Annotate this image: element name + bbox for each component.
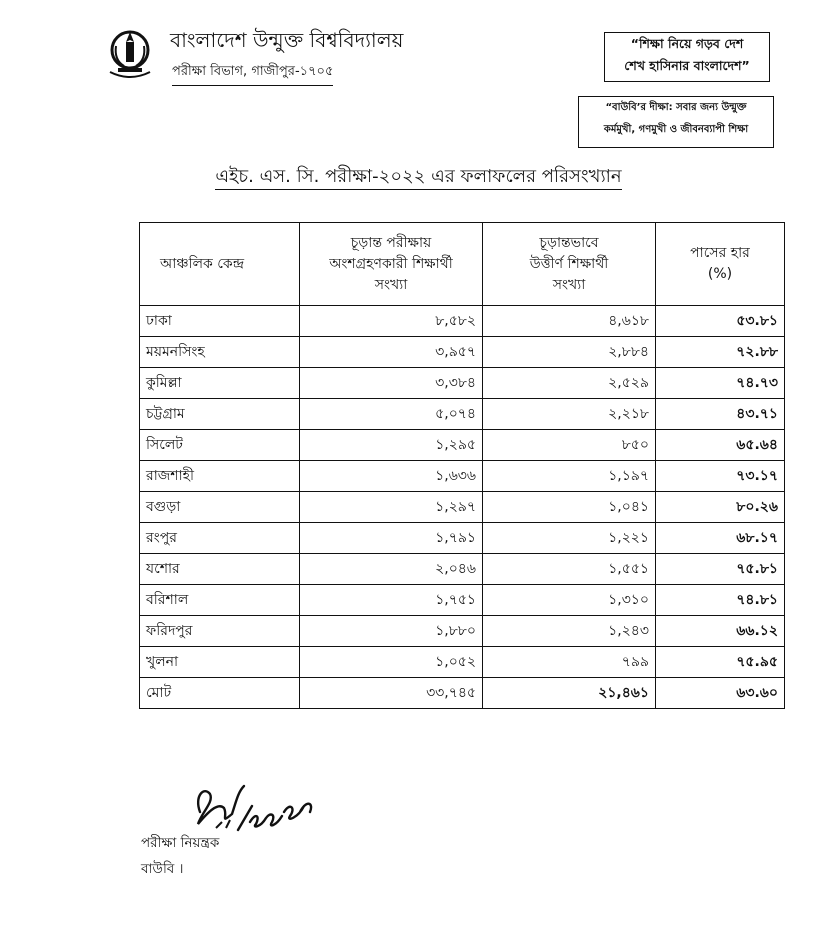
cell-total-examinees: ৩৩,৭৪৫ bbox=[300, 678, 483, 709]
cell-pass-rate: ৭৪.৭৩ bbox=[656, 368, 785, 399]
cell-examinees: ১,২৯৭ bbox=[300, 492, 483, 523]
cell-region: কুমিল্লা bbox=[140, 368, 300, 399]
motto-line-1: “শিক্ষা নিয়ে গড়ব দেশ bbox=[630, 36, 744, 51]
cell-examinees: ১,০৫২ bbox=[300, 647, 483, 678]
table-row bbox=[140, 492, 785, 523]
cell-examinees: ১,৮৮০ bbox=[300, 616, 483, 647]
cell-examinees: ৩,৩৮৪ bbox=[300, 368, 483, 399]
cell-region: চট্টগ্রাম bbox=[140, 399, 300, 430]
table-header-row bbox=[140, 223, 785, 306]
table-row bbox=[140, 337, 785, 368]
header-passed bbox=[483, 223, 656, 306]
motto-line-1: “বাউবি’র দীক্ষা: সবার জন্য উন্মুক্ত bbox=[605, 102, 747, 113]
cell-passed: ২,২১৮ bbox=[483, 399, 656, 430]
cell-pass-rate: ৭৫.৮১ bbox=[656, 554, 785, 585]
table-row bbox=[140, 430, 785, 461]
table-row bbox=[140, 368, 785, 399]
header-examinees bbox=[300, 223, 483, 306]
header-region: আঞ্চলিক কেন্দ্র bbox=[140, 223, 300, 306]
cell-region: যশোর bbox=[140, 554, 300, 585]
cell-passed: ৮৫০ bbox=[483, 430, 656, 461]
motto-line-2: কর্মমুখী, গণমুখী ও জীবনব্যাপী শিক্ষা bbox=[603, 124, 749, 135]
cell-passed: ১,৩১০ bbox=[483, 585, 656, 616]
cell-pass-rate: ৭৩.১৭ bbox=[656, 461, 785, 492]
cell-pass-rate: ৭৪.৮১ bbox=[656, 585, 785, 616]
cell-examinees: ১,৭৯১ bbox=[300, 523, 483, 554]
cell-passed: ৪,৬১৮ bbox=[483, 306, 656, 337]
table-row bbox=[140, 585, 785, 616]
header-pass-rate bbox=[656, 223, 785, 306]
signatory-title: পরীক্ষা নিয়ন্ত্রক bbox=[141, 835, 220, 851]
cell-pass-rate: ৮০.২৬ bbox=[656, 492, 785, 523]
table-row bbox=[140, 554, 785, 585]
document-title bbox=[0, 162, 837, 193]
cell-examinees: ২,০৪৬ bbox=[300, 554, 483, 585]
university-name: বাংলাদেশ উন্মুক্ত বিশ্ববিদ্যালয় bbox=[170, 28, 404, 52]
cell-passed: ১,১৯৭ bbox=[483, 461, 656, 492]
cell-pass-rate: ৬৬.১২ bbox=[656, 616, 785, 647]
table-total-row bbox=[140, 678, 785, 709]
cell-region: ঢাকা bbox=[140, 306, 300, 337]
cell-passed: ১,২৪৩ bbox=[483, 616, 656, 647]
header-pass-rate-line: (%) bbox=[707, 266, 733, 282]
cell-region: বগুড়া bbox=[140, 492, 300, 523]
header-examinees-line: সংখ্যা bbox=[374, 276, 408, 293]
cell-region: ফরিদপুর bbox=[140, 616, 300, 647]
cell-region: খুলনা bbox=[140, 647, 300, 678]
cell-pass-rate: ৭২.৮৮ bbox=[656, 337, 785, 368]
cell-pass-rate: ৬৮.১৭ bbox=[656, 523, 785, 554]
cell-pass-rate: ৪৩.৭১ bbox=[656, 399, 785, 430]
cell-pass-rate: ৬৫.৬৪ bbox=[656, 430, 785, 461]
cell-examinees: ৫,০৭৪ bbox=[300, 399, 483, 430]
cell-passed: ১,০৪১ bbox=[483, 492, 656, 523]
university-emblem-icon bbox=[104, 24, 156, 84]
cell-region: বরিশাল bbox=[140, 585, 300, 616]
cell-passed: ২,৫২৯ bbox=[483, 368, 656, 399]
cell-total-passed: ২১,৪৬১ bbox=[483, 678, 656, 709]
cell-passed: ১,২২১ bbox=[483, 523, 656, 554]
table-row bbox=[140, 616, 785, 647]
cell-examinees: ১,৬৩৬ bbox=[300, 461, 483, 492]
results-table bbox=[139, 222, 785, 709]
cell-region: রংপুর bbox=[140, 523, 300, 554]
table-row bbox=[140, 523, 785, 554]
cell-passed: ৭৯৯ bbox=[483, 647, 656, 678]
cell-examinees: ১,২৯৫ bbox=[300, 430, 483, 461]
table-row bbox=[140, 461, 785, 492]
header-examinees-line: অংশগ্রহণকারী শিক্ষার্থী bbox=[329, 255, 453, 272]
header-examinees-line: চূড়ান্ত পরীক্ষায় bbox=[350, 234, 432, 251]
cell-total-label: মোট bbox=[140, 678, 300, 709]
cell-region: সিলেট bbox=[140, 430, 300, 461]
cell-region: ময়মনসিংহ bbox=[140, 337, 300, 368]
cell-total-pass-rate: ৬৩.৬০ bbox=[656, 678, 785, 709]
header-passed-line: চূড়ান্তভাবে bbox=[539, 234, 599, 251]
motto-line-2: শেখ হাসিনার বাংলাদেশ” bbox=[624, 58, 750, 73]
document-title-text: এইচ. এস. সি. পরীক্ষা-২০২২ এর ফলাফলের পরিসংখ্যান bbox=[215, 166, 621, 190]
cell-passed: ২,৮৮৪ bbox=[483, 337, 656, 368]
table-row bbox=[140, 306, 785, 337]
header-passed-line: উত্তীর্ণ শিক্ষার্থী bbox=[529, 255, 609, 272]
cell-examinees: ১,৭৫১ bbox=[300, 585, 483, 616]
cell-examinees: ৮,৫৮২ bbox=[300, 306, 483, 337]
cell-region: রাজশাহী bbox=[140, 461, 300, 492]
header-passed-line: সংখ্যা bbox=[552, 276, 586, 293]
department-name: পরীক্ষা বিভাগ, গাজীপুর-১৭০৫ bbox=[172, 62, 333, 86]
cell-pass-rate: ৭৫.৯৫ bbox=[656, 647, 785, 678]
table-row bbox=[140, 399, 785, 430]
cell-pass-rate: ৫৩.৮১ bbox=[656, 306, 785, 337]
motto-box-primary bbox=[604, 32, 770, 82]
header-pass-rate-line: পাসের হার bbox=[690, 245, 750, 261]
motto-box-secondary bbox=[578, 96, 774, 148]
cell-examinees: ৩,৯৫৭ bbox=[300, 337, 483, 368]
signatory-organization: বাউবি । bbox=[141, 861, 184, 877]
cell-passed: ১,৫৫১ bbox=[483, 554, 656, 585]
table-row bbox=[140, 647, 785, 678]
